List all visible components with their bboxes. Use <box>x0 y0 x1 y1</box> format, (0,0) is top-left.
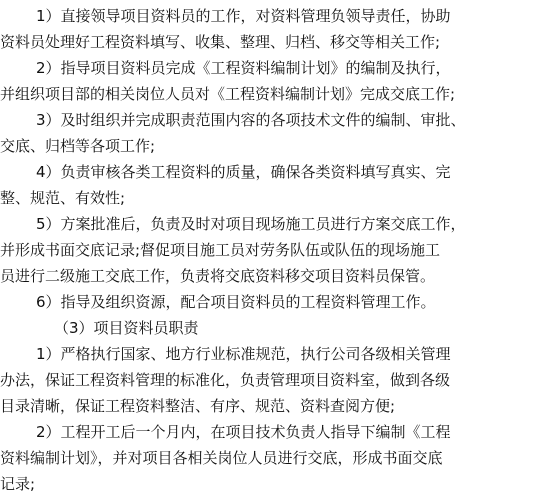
item-1-line-1: 1）直接领导项目资料员的工作，对资料管理负领导责任，协助 <box>36 7 451 25</box>
duty-2-line-2: 资料编制计划》，并对项目各相关岗位人员进行交底，形成书面交底 <box>0 449 443 467</box>
item-2-line-2: 并组织项目部的相关岗位人员对《工程资料编制计划》完成交底工作; <box>0 85 456 103</box>
duty-2-line-3: 记录; <box>0 475 36 493</box>
duty-1-line-2: 办法，保证工程资料管理的标准化，负责管理项目资料室，做到各级 <box>0 371 451 389</box>
item-4-line-1: 4）负责审核各类工程资料的质量，确保各类资料填写真实、完 <box>36 163 451 181</box>
item-3-line-2: 交底、归档等各项工作; <box>0 137 156 155</box>
item-2-line-1: 2）指导项目资料员完成《工程资料编制计划》的编制及执行， <box>36 59 451 77</box>
item-5-line-3: 员进行二级施工交底工作，负责将交底资料移交项目资料员保管。 <box>0 267 436 285</box>
section-heading: （3）项目资料员职责 <box>54 319 199 337</box>
item-6-line-1: 6）指导及组织资源，配合项目资料员的工程资料管理工作。 <box>36 293 436 311</box>
item-5-line-1: 5）方案批准后，负责及时对项目现场施工员进行方案交底工作， <box>36 215 466 233</box>
duty-2-line-1: 2）工程开工后一个月内，在项目技术负责人指导下编制《工程 <box>36 423 451 441</box>
item-1-line-2: 资料员处理好工程资料填写、收集、整理、归档、移交等相关工作; <box>0 33 441 51</box>
item-4-line-2: 整、规范、有效性; <box>0 189 126 207</box>
duty-1-line-1: 1）严格执行国家、地方行业标准规范，执行公司各级相关管理 <box>36 345 451 363</box>
duty-1-line-3: 目录清晰，保证工程资料整洁、有序、规范、资料查阅方便; <box>0 397 396 415</box>
item-5-line-2: 并形成书面交底记录;督促项目施工员对劳务队伍或队伍的现场施工 <box>0 241 441 259</box>
item-3-line-1: 3）及时组织并完成职责范围内容的各项技术文件的编制、审批、 <box>36 111 466 129</box>
